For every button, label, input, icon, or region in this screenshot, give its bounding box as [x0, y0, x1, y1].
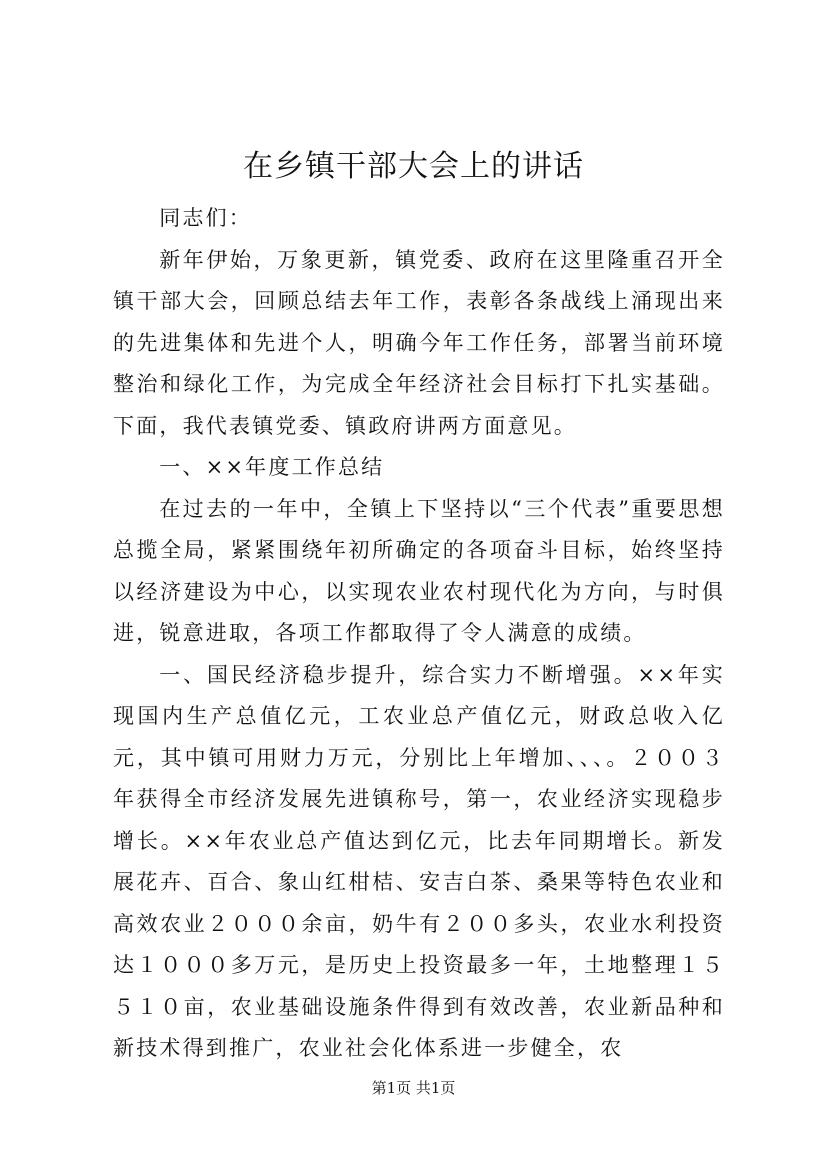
page-footer: 第1页 共1页 — [371, 1079, 456, 1097]
document-body — [113, 198, 725, 1070]
paragraph-intro: 新年伊始，万象更新，镇党委、政府在这里隆重召开全镇干部大会，回顾总结去年工作，表彰各条战线上涌现出来的先进集体和先进个人，明确今年工作任务，部署当前环境整治和绿化工作，为完成全年经济社会目标打下扎实基础。下面，我代表镇党委、镇政府讲两方面意见。 — [113, 247, 725, 438]
paragraph-economy: 一、国民经济稳步提升，综合实力不断增强。××年实现国内生产总值亿元，工农业总产值亿元，财政总收入亿元，其中镇可用财力万元，分别比上年增加、、、。２００３年获得全市经济发展先进镇称号，第一，农业经济实现稳步增长。××年农业总产值达到亿元，比去年同期增长。新发展花卉、百合、象山红柑桔、安吉白茶、桑果等特色农业和高效农业２０００余亩，奶牛有２００多头，农业水利投资达１０００多万元，是历史上投资最多一年，土地整理１５５１０亩，农业基础设施条件得到有效改善，农业新品种和新技术得到推广，农业社会化体系进一步健全，农 — [113, 662, 725, 1060]
section-heading: 一、××年度工作总结 — [159, 455, 385, 479]
paragraph-summary: 在过去的一年中，全镇上下坚持以“三个代表”重要思想总揽全局，紧紧围绕年初所确定的各项奋斗目标，始终坚持以经济建设为中心，以实现农业农村现代化为方向，与时俱进，锐意进取，各项工作都取得了令人满意的成绩。 — [113, 496, 725, 645]
document-title: 在乡镇干部大会上的讲话 — [243, 149, 584, 184]
salutation: 同志们： — [159, 206, 252, 230]
